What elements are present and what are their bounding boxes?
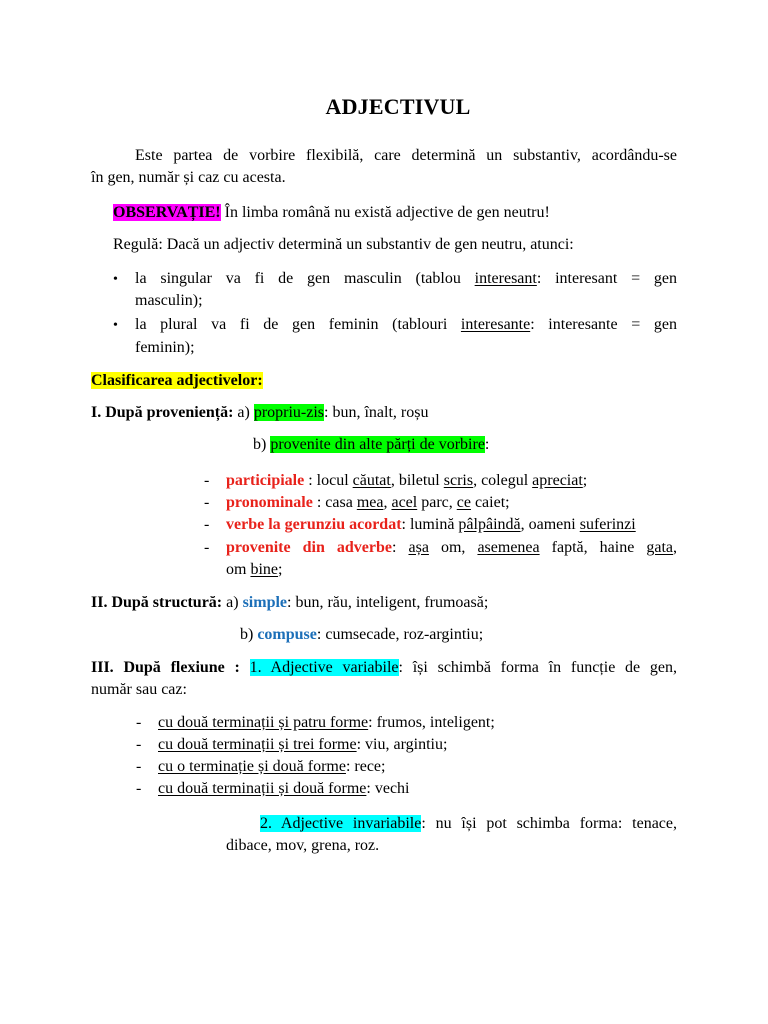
- dash-marker: -: [136, 736, 142, 753]
- rule-plural: la plural va fi de gen feminin (tablouri interesante: interesante = gen: [135, 316, 677, 333]
- invariabile-line-cont: dibace, mov, grena, roz.: [226, 837, 380, 854]
- rule-singular-cont: masculin);: [135, 292, 203, 309]
- observatie-line: [113, 202, 550, 224]
- structura-line: II. După structură: a) simple: bun, rău, inteligent, frumoasă;: [91, 594, 489, 611]
- list-item: cu două terminații și trei forme: viu, argintiu;: [158, 736, 448, 753]
- rule-singular: la singular va fi de gen masculin (tablou interesant: interesant = gen: [135, 270, 677, 287]
- invariabile-highlight: 2. Adjective invariabile: [260, 815, 422, 832]
- provenienta-b-line: b) provenite din alte părți de vorbire:: [253, 436, 490, 453]
- dash-marker: -: [136, 714, 142, 731]
- intro-line-2: în gen, număr și caz cu acesta.: [91, 169, 286, 186]
- list-item-cont: om bine;: [226, 561, 283, 578]
- observatie-label: OBSERVAȚIE!: [113, 204, 221, 221]
- dash-marker: -: [204, 472, 210, 489]
- dash-marker: -: [204, 494, 210, 511]
- dash-marker: -: [204, 516, 210, 533]
- list-item: provenite din adverbe: așa om, asemenea faptă, haine gata,: [226, 539, 677, 556]
- list-item: cu o terminație și două forme: rece;: [158, 758, 386, 775]
- invariabile-line: 2. Adjective invariabile: nu își pot schimba forma: tenace,: [260, 815, 677, 832]
- list-item: cu două terminații și patru forme: frumos, inteligent;: [158, 714, 495, 731]
- dash-marker: -: [204, 539, 210, 556]
- list-item: verbe la gerunziu acordat: lumină pâlpâindă, oameni suferinzi: [226, 516, 636, 533]
- rule-plural-cont: feminin);: [135, 339, 195, 356]
- page-title: ADJECTIVUL: [325, 94, 471, 119]
- provenite-highlight: provenite din alte părți de vorbire: [270, 436, 485, 453]
- observatie-text: În limba română nu există adjective de gen neutru!: [220, 204, 550, 221]
- flexiune-label: III. După flexiune :: [91, 659, 240, 676]
- flexiune-line: III. După flexiune : 1. Adjective variabile: își schimbă forma în funcție de gen,: [91, 659, 678, 676]
- list-item: cu două terminații și două forme: vechi: [158, 780, 410, 797]
- structura-label: II. După structură:: [91, 594, 223, 611]
- dash-marker: -: [136, 780, 142, 797]
- provenienta-line: I. După proveniență: a) propriu-zis: bun, înalt, roșu: [91, 404, 429, 421]
- list-item: participiale : locul căutat, biletul scris, colegul apreciat;: [226, 472, 588, 489]
- list-item: pronominale : casa mea, acel parc, ce caiet;: [226, 494, 510, 511]
- clasificare-heading: Clasificarea adjectivelor:: [91, 372, 263, 389]
- bullet-marker: •: [113, 272, 118, 287]
- provenienta-label: I. După proveniență:: [91, 404, 234, 421]
- bullet-marker: •: [113, 318, 118, 333]
- regula-text: Regulă: Dacă un adjectiv determină un substantiv de gen neutru, atunci:: [113, 236, 574, 253]
- dash-marker: -: [136, 758, 142, 775]
- propriu-zis-highlight: propriu-zis: [253, 404, 325, 421]
- structura-b-line: b) compuse: cumsecade, roz-argintiu;: [240, 626, 484, 643]
- flexiune-line-cont: număr sau caz:: [91, 681, 187, 698]
- variabile-highlight: 1. Adjective variabile: [249, 659, 399, 676]
- intro-line-1: Este partea de vorbire flexibilă, care determină un substantiv, acordându-se: [135, 147, 677, 164]
